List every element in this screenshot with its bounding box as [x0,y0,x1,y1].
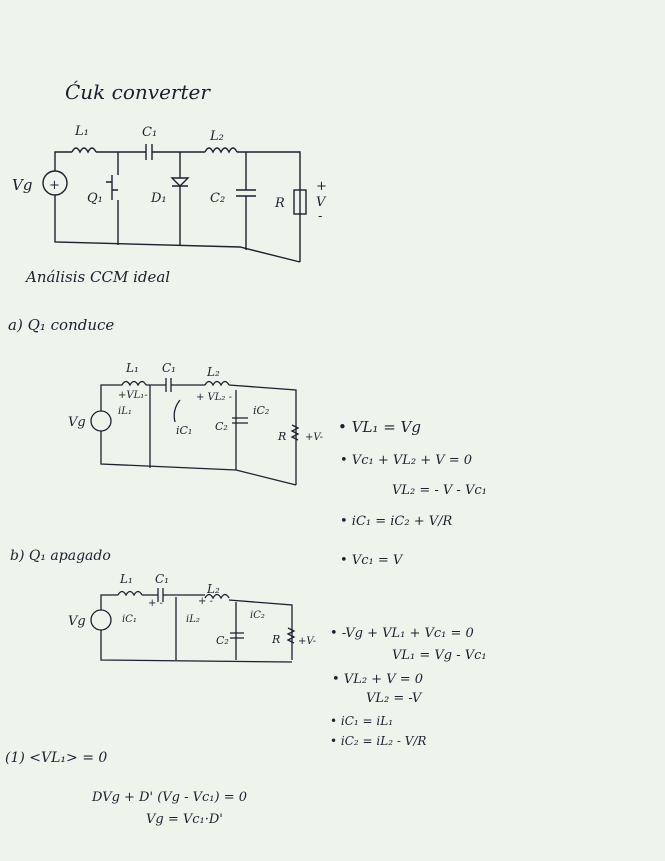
circuitA-vl1-label: +VL₁- [118,390,148,401]
circuit1-l2-label: L₂ [210,129,224,144]
circuitB-c1-polarity: + - [148,598,163,609]
equation: • Vc₁ = V [340,553,403,568]
circuitA-c2-label: C₂ [215,420,228,433]
circuitB-r-label: R [272,633,281,646]
footer-label: (1) <VL₁> = 0 [5,750,108,766]
equation: • iC₁ = iC₂ + V/R [340,514,453,529]
equation: VL₂ = -V [366,691,422,706]
circuitB-c2-label: C₂ [216,634,229,647]
circuitB-l2-polarity: + - [198,596,213,607]
circuitB-ic2-label: iC₂ [250,610,265,621]
equation: • iC₁ = iL₁ [330,714,394,728]
section-a-label: a) Q₁ conduce [8,316,115,334]
equation: • iC₂ = iL₂ - V/R [330,734,427,748]
circuitB-source-label: Vg [68,614,86,629]
circuitA-l2-label: L₂ [207,365,220,379]
circuitA-l1-label: L₁ [126,361,139,375]
equation: VL₂ = - V - Vc₁ [392,483,487,498]
circuitA-vl2-label: + VL₂ - [196,392,232,403]
circuitA-r-label: R [278,430,287,443]
equation: VL₁ = Vg - Vc₁ [392,648,487,663]
circuit1-source-plus: + [49,178,60,193]
circuitA-v-label: +V- [305,432,324,443]
circuitB-l1-label: L₁ [120,572,133,586]
circuit1-switch-label: Q₁ [87,191,103,206]
circuit1-v-minus: - [318,209,323,224]
circuitA-ic2-label: iC₂ [253,404,270,417]
circuit1-l1-label: L₁ [75,124,89,139]
page-title: Ćuk converter [65,80,210,104]
circuitB-v-label: +V- [298,636,317,647]
section-b-label: b) Q₁ apagado [10,548,111,564]
circuitB-c1-label: C₁ [155,572,169,586]
circuit1-c1-label: C₁ [142,125,158,140]
equation: • Vc₁ + VL₂ + V = 0 [340,453,473,468]
circuitA-source-label: Vg [68,415,86,430]
footer-line-1: DVg + D' (Vg - Vc₁) = 0 [92,790,248,805]
circuit1-source-label: Vg [12,176,33,194]
circuitB-ic1-label: iC₁ [122,614,137,625]
circuitA-c1-label: C₁ [162,361,176,375]
equation: • VL₁ = Vg [338,418,421,436]
circuit1-c2-label: C₂ [210,191,226,206]
circuit1-r-label: R [275,196,285,211]
circuit1-diode-label: D₁ [151,191,167,206]
equation: • -Vg + VL₁ + Vc₁ = 0 [330,626,474,641]
analysis-label: Análisis CCM ideal [26,268,171,286]
circuit1-v-plus: + [316,179,327,194]
circuitB-l2-label: L₂ [207,582,220,596]
circuitA-il1-label: iL₁ [118,406,132,417]
circuit1-v-label: V [316,195,326,210]
circuitB-il2-label: iL₂ [186,614,200,625]
equation: • VL₂ + V = 0 [332,672,424,687]
footer-line-2: Vg = Vc₁·D' [146,812,223,827]
circuitA-ic1-label: iC₁ [176,424,193,437]
